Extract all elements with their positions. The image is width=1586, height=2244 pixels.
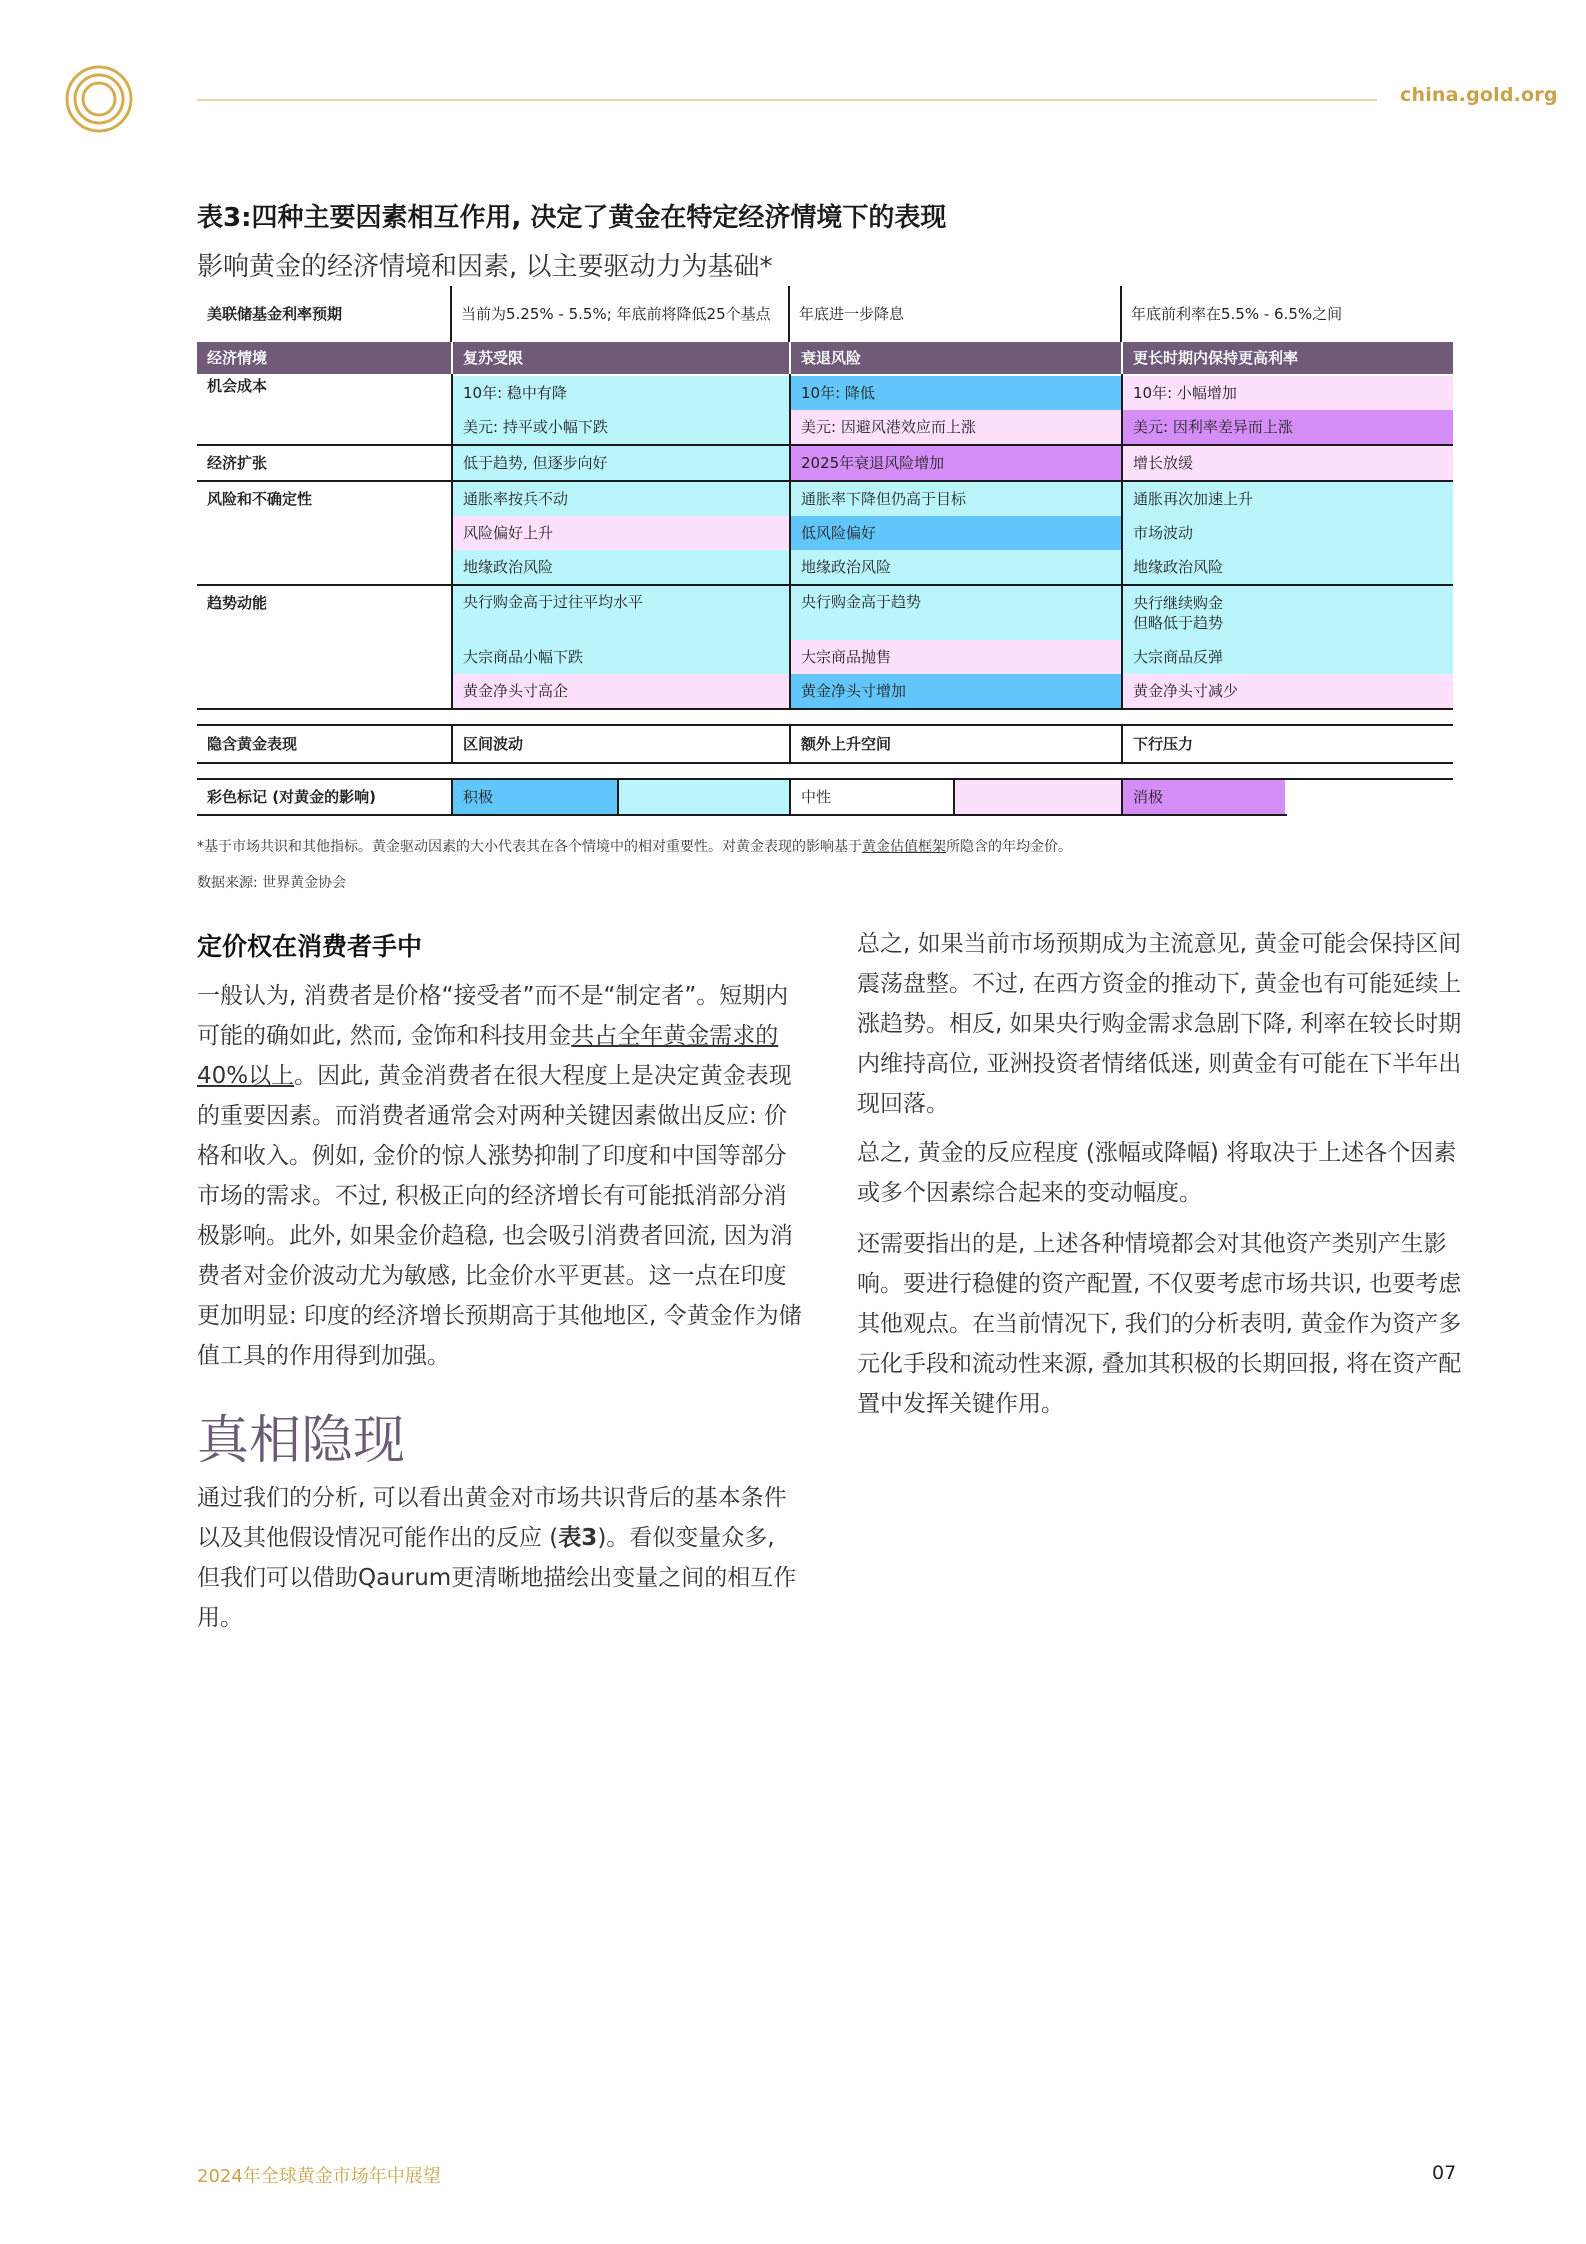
body-vline-3 [1121,374,1123,710]
implied-c3: 下行压力 [1133,735,1194,753]
implied-vline-3 [1121,724,1123,764]
momentum-c3c: 黄金净头寸减少 [1123,674,1453,708]
momentum-c2a: 央行购金高于趋势 [791,586,1121,640]
left-paragraph-1 [197,976,803,1376]
risk-c3b: 市场波动 [1123,516,1453,550]
left-p1-text: 一般认为, 消费者是价格“接受者”而不是“制定者”。短期内可能的确如此, 然而, 金饰和科技用金 [197,983,789,1049]
legend-negative: 消极 [1123,780,1285,814]
expansion-c3: 增长放缓 [1123,446,1453,480]
momentum-label: 趋势动能 [207,594,268,612]
legend-vline-1 [451,778,453,816]
footer-title: 2024年全球黄金市场年中展望 [197,2166,441,2187]
footnote-link[interactable]: 黄金估值框架 [862,839,946,855]
left-p2-text: 通过我们的分析, 可以看出黄金对市场共识背后的基本条件以及其他假设情况可能作出的反应 ( [197,1485,787,1551]
momentum-c1b: 大宗商品小幅下跌 [453,640,789,674]
scenario-header-label: 经济情境 [197,342,451,374]
risk-c1c: 地缘政治风险 [453,550,789,584]
momentum-c3b: 大宗商品反弹 [1123,640,1453,674]
fed-row-c1: 当前为5.25% - 5.5%; 年底前将降低25个基点 [461,305,771,323]
table-footnote [197,836,1457,856]
legend-positive-light [619,780,789,814]
expansion-c2: 2025年衰退风险增加 [791,446,1121,480]
legend-vline-2 [617,778,619,816]
left-paragraph-2 [197,1478,803,1638]
risk-c2c: 地缘政治风险 [791,550,1121,584]
legend-positive: 积极 [453,780,617,814]
risk-c2b: 低风险偏好 [791,516,1121,550]
scenario-header-c3: 更长时期内保持更高利率 [1123,342,1453,374]
opportunity-c2a: 10年: 降低 [791,376,1121,410]
momentum-c2b: 大宗商品抛售 [791,640,1121,674]
fed-vline-3 [1120,286,1122,342]
momentum-c1a: 央行购金高于过往平均水平 [453,586,789,640]
legend-label: 彩色标记 (对黄金的影响) [207,788,376,806]
legend-vline-3 [789,778,791,816]
legend-bottom-line [197,814,1287,816]
page-number: 07 [1432,2162,1457,2184]
left-p1-text-end: 。因此, 黄金消费者在很大程度上是决定黄金表现的重要因素。而消费者通常会对两种关键因素做出反应: 价格和收入。例如, 金价的惊人涨势抑制了印度和中国等部分市场的需求。不过, 积极正向的经济增长有可能抵消部分消极影响。此外, 如果金价趋稳, 也会吸引消费者回流, 因为消费者对金价波动尤为敏感, 比金价水平更甚。这一点在印度更加明显: 印度的经济增长预期高于其他地区, 令黄金作为储值工具的作用得到加强。 [197,1063,802,1369]
opportunity-c1b: 美元: 持平或小幅下跌 [453,410,789,444]
opportunity-c3a: 10年: 小幅增加 [1123,376,1453,410]
left-heading: 定价权在消费者手中 [197,932,423,961]
risk-c1b: 风险偏好上升 [453,516,789,550]
logo-rings-icon [64,64,134,134]
legend-neutral-light [955,780,1121,814]
momentum-c2c: 黄金净头寸增加 [791,674,1121,708]
implied-bottom-line [197,762,1453,764]
scenario-table [197,286,1453,826]
footnote-text-end: 所隐含的年均金价。 [946,839,1072,855]
risk-label: 风险和不确定性 [207,490,313,508]
implied-label: 隐含黄金表现 [207,735,298,753]
momentum-c3a [1123,586,1453,640]
opportunity-c1a: 10年: 稳中有降 [453,376,789,410]
risk-c1a: 通胀率按兵不动 [453,482,789,516]
risk-c2a: 通胀率下降但仍高于目标 [791,482,1121,516]
footnote-text: *基于市场共识和其他指标。黄金驱动因素的大小代表其在各个情境中的相对重要性。对黄金表现的影响基于 [197,839,862,855]
big-heading: 真相隐现 [197,1411,406,1471]
legend-neutral: 中性 [801,788,832,806]
implied-c1: 区间波动 [463,735,524,753]
momentum-c3a-line1: 央行继续购金 [1133,594,1224,612]
implied-c2: 额外上升空间 [801,735,892,753]
fed-vline-2 [788,286,790,342]
scenario-header-c2: 衰退风险 [791,342,1121,374]
right-paragraph-3: 还需要指出的是, 上述各种情境都会对其他资产类别产生影响。要进行稳健的资产配置, 不仅要考虑市场共识, 也要考虑其他观点。在当前情况下, 我们的分析表明, 黄金作为资产多元化手段和流动性来源, 叠加其积极的长期回报, 将在资产配置中发挥关键作用。 [857,1231,1462,1417]
left-p2-bold: 表3 [558,1525,598,1551]
site-link[interactable]: china.gold.org [1400,84,1558,106]
table-subtitle: 影响黄金的经济情境和因素, 以主要驱动力为基础* [197,252,773,282]
expansion-label: 经济扩张 [207,454,268,472]
legend-vline-5 [1121,778,1123,816]
left-p2-text-end: )。看似变量众多, 但我们可以借助Qaurum更清晰地描绘出变量之间的相互作用。 [197,1525,797,1631]
table-source: 数据来源: 世界黄金协会 [197,875,347,891]
fed-row-label: 美联储基金利率预期 [207,305,343,323]
opportunity-c3b: 美元: 因利率差异而上涨 [1123,410,1453,444]
risk-c3a: 通胀再次加速上升 [1123,482,1453,516]
body-vline-2 [789,374,791,710]
implied-vline-1 [451,724,453,764]
body-vline-1 [451,374,453,710]
opportunity-c2b: 美元: 因避风港效应而上涨 [791,410,1121,444]
scenario-header-c1: 复苏受限 [453,342,789,374]
expansion-c1: 低于趋势, 但逐步向好 [453,446,789,480]
legend-vline-4 [953,778,955,816]
momentum-c3a-line2: 但略低于趋势 [1133,614,1224,632]
fed-row-c3: 年底前利率在5.5% - 6.5%之间 [1131,305,1343,323]
fed-vline-1 [450,286,452,342]
opportunity-label: 机会成本 [207,377,268,395]
table-title: 表3:四种主要因素相互作用, 决定了黄金在特定经济情境下的表现 [197,203,947,233]
fed-row-c2: 年底进一步降息 [799,305,905,323]
right-paragraph-1: 总之, 如果当前市场预期成为主流意见, 黄金可能会保持区间震荡盘整。不过, 在西方资金的推动下, 黄金也有可能延续上涨趋势。相反, 如果央行购金需求急剧下降, 利率在较长时期内维持高位, 亚洲投资者情绪低迷, 则黄金有可能在下半年出现回落。 [857,931,1462,1117]
left-p1-link[interactable]: 共占全年黄金需求的40%以上 [197,1023,779,1089]
right-paragraph-2: 总之, 黄金的反应程度 (涨幅或降幅) 将取决于上述各个因素或多个因素综合起来的变动幅度。 [857,1140,1457,1206]
implied-vline-2 [789,724,791,764]
risk-c3c: 地缘政治风险 [1123,550,1453,584]
header-divider [197,99,1377,101]
momentum-c1c: 黄金净头寸高企 [453,674,789,708]
momentum-bottom-line [197,708,1453,710]
